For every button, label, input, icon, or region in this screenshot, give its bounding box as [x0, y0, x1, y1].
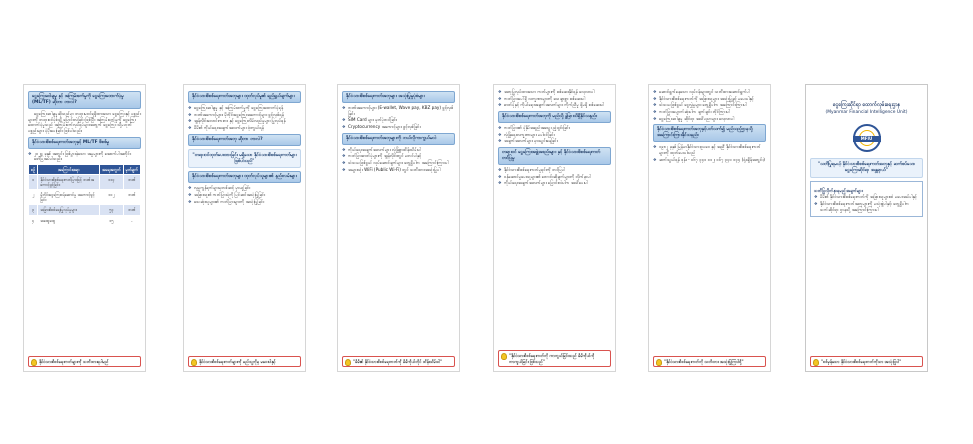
cover-bullets [814, 194, 919, 212]
cell: မိုဘိုင်းငွေကြေးဝန်ဆောင်မှု အကောင့်ဖွင့်ခြင်း [38, 190, 100, 205]
panel2-note [188, 356, 301, 367]
organization-name: ငွေကြေးဆိုင်ရာ ထောက်လှမ်းရေးဌာန [832, 102, 901, 108]
panel5-note-text: "နိုင်ငံသားစိစစ်ရေးကတ်ကို သတိထား အသုံးပြုကြပါစို့" [664, 358, 744, 364]
organization-name-english: (Myanmar Financial Intelligence Unit) [825, 109, 908, 115]
panel4-bullets-3 [498, 167, 611, 186]
panel4-heading-1: နိုင်ငံသားစိစစ်ရေးကတ်အတုကို မည်သို့ ခွဲခြားသိရှိနိုင်သနည်း [498, 111, 611, 123]
panel5-bullet: ❖ ဆောင်ရွက်နေသော လုပ်ငန်းများတွင် သတိထားဆောင်ရွက်ပါ [653, 89, 766, 95]
panel5-bullet: ❖ ဆက်သွယ်ရန် ဖုန်း - ၀၆၇ ၃၄၁ ၀၁၂၊ ၀၆၇ ၃၄၁ ၀၃၄ (ရုံးချိန်အတွင်း) [653, 157, 766, 163]
panel2-quote: "တရားဝင်ထုတ်ပေးထားခြင်း မရှိသော နိုင်ငံသားစိစစ်ရေးကတ်များ ဖြစ်ပါသည်" [188, 149, 301, 169]
panel4-bullet: ❖ ဝန်ဆောင်မှုပေးသူများ၏ တောင်းဆိုချက်များကို လိုက်နာပါ [498, 174, 611, 180]
panel-4 [493, 84, 616, 372]
cover-bullet: ❖ မိမိ၏ နိုင်ငံသားစိစစ်ရေးကတ်ကို အခြားသူများထံ မပေးအပ်ပါနှင့် [814, 194, 919, 200]
cell: ၃ [29, 205, 38, 215]
panel1-note [28, 356, 141, 367]
table-row [29, 174, 141, 189]
panel4-bullet: ❖ ဓာတ်ပုံနှင့် ကိုယ်ရေးအချက်အလက်များ ကိုက်ညီမှု ရှိမရှိ စစ်ဆေးပါ [498, 102, 611, 108]
mfiu-logo [853, 124, 881, 152]
panel3-heading-1: နိုင်ငံသားစိစစ်ရေးကတ်အတုများ အသုံးပြုမှုပုံစံများ [342, 91, 455, 103]
panel2-bullet: ❖ သေဆုံးသူများ၏ ကတ်ပြားများကို အသုံးပြုခြင်း [188, 199, 301, 205]
cell: ၂ [29, 190, 38, 205]
panel2-bullet: ❖ အခြားသူ၏ ကတ်ပြားပုံကို ပြင်ဆင်အသုံးပြုခြင်း [188, 192, 301, 198]
cell: အခြားစိစစ်ရေးပြုလုပ်မှုများ [38, 205, 100, 215]
col-header: အကြောင်းအရာ [38, 164, 100, 174]
panel2-heading-2: နိုင်ငံသားစိစစ်ရေးကတ်အတု ဆိုတာ ဘာလဲ? [188, 134, 301, 146]
lightbulb-icon [191, 359, 197, 366]
panel2-bullets-2 [188, 185, 301, 204]
cover-tips-box [810, 181, 923, 218]
panel5-bullet: ❖ နိုင်ငံသားစိစစ်ရေးကတ်ကို အခြားသူများ အသုံးပြုခွင့် မပေးပါနှင့် [653, 96, 766, 102]
panel4-bullets-1 [498, 89, 611, 108]
cases-table [28, 164, 141, 226]
cover-bullet: ❖ နိုင်ငံသားစိစစ်ရေးကတ်အတုများကို မသုံးစွဲပါနှင့်၊ တွေ့ရှိပါက သက်ဆိုင်ရာ ဌာနသို့ အကြောင်းကြားပါ [814, 201, 919, 212]
lightbulb-icon [813, 359, 819, 366]
cell: ၁၅ [100, 215, 124, 225]
panel1-note-text: နိုင်ငံသားစိစစ်ရေးကတ်များကို သတိထားရပါမည် [39, 358, 109, 364]
panel5-bullets-1 [653, 89, 766, 121]
table-row [29, 190, 141, 205]
panel2-heading-1: နိုင်ငံသားစိစစ်ရေးကတ်အတုများ ထုတ်လုပ်မှု၏ ရည်ရွယ်ချက်များ [188, 91, 301, 103]
cover-tips-heading: သတိပြုလိုက်နာရမည့်အချက်များ [814, 187, 863, 193]
cell: - [123, 215, 140, 225]
panel5-heading-1: နိုင်ငံသားစိစစ်ရေးကတ်အတုနှင့်ပတ်သက်၍ မည်သည့်ဌာနသို့ အကြောင်းကြားနိုင်သနည်း [653, 124, 766, 142]
panel4-bullet: ❖ အချက်အလက်များ မှားယွင်းနေခြင်း [498, 138, 611, 144]
panel5-bullet: ❖ ငွေကြေးခဝါချမှု ဆိုင်ရာ အသိပညာများ လေ့လာပါ [653, 116, 766, 122]
panel4-heading-2: တရားဝင် ငွေကြေးအဖွဲ့အစည်းများ နှင့် နိုင်ငံသားစိစစ်ရေးကတ် တင်ပြမှု [498, 147, 611, 165]
panel-5 [648, 84, 771, 372]
panel1-heading-2: နိုင်ငံသားစိစစ်ရေးကတ်အတုနှင့် ML/TF စိစစ်မှု [28, 137, 141, 149]
col-header: မှတ်ချက် [123, 164, 140, 174]
cell: ဘဏ် [123, 205, 140, 215]
panel1-paragraph: ငွေကြေးခဝါချမှုဆိုသည်မှာ တရားမဝင်ရရှိထားသော ငွေကြေးနှင့် ပစ္စည်းများကို တရားဝင်ပုံစံသို့ ပြောင်းလဲခြင်း ဖြစ်ပြီး အကြမ်းဖက်မှုကို ငွေကြေးထောက်ပံ့မှုသည် အကြမ်းဖက်လုပ်ရပ်များအတွက် ငွေကြေး သို့မဟုတ် ပစ္စည်းများ ပံ့ပိုးပေးခြင်း ဖြစ်ပါသည်။ [28, 110, 141, 133]
col-header: အရေအတွက် [100, 164, 124, 174]
panel4-bullet: ❖ နိုင်ငံသားစိစစ်ရေးကတ်မူရင်းကို တင်ပြပါ [498, 167, 611, 173]
panel2-heading-3: နိုင်ငံသားစိစစ်ရေးကတ်အတုများ ထုတ်လုပ်သူများ၏ နည်းလမ်းများ [188, 171, 301, 183]
cell: အထွေထွေ [38, 215, 100, 225]
panel3-bullet: ❖ အများသုံး WiFi (Public Wi-Fi) တွင် သတိထားအသုံးပြုပါ [342, 167, 455, 173]
panel-cover [805, 84, 928, 372]
cell: ဘဏ် [123, 190, 140, 205]
panel5-bullet: ❖ ၁၉၈၂ ခုနှစ် မြန်မာနိုင်ငံသားဥပဒေ နှင့် အညီ နိုင်ငံသားစိစစ်ရေးကတ်များကို ထုတ်ပေးပါသည် [653, 144, 766, 155]
panel2-bullet: ❖ မိမိ၏ ကိုယ်ရေးအချက်အလက်များ ဖုံးကွယ်ရန် [188, 125, 301, 131]
cell: ၅၃ [100, 205, 124, 215]
panel3-bullets-1 [342, 105, 455, 130]
cell: ဘဏ် [123, 174, 140, 189]
table-row [29, 215, 141, 225]
panel3-bullet: ❖ Cryptocurrency အကောင့်များ ဖွင့်လှစ်ခြင်း [342, 124, 455, 130]
cell: ၄ [29, 215, 38, 225]
col-header: စဉ် [29, 164, 38, 174]
panel4-bullet: ❖ ကတ်ပြား၏ ပုံနှိပ်အရည်အသွေး ညံ့ဖျင်းခြင်း [498, 125, 611, 131]
cases-table-header [29, 164, 141, 174]
panel4-bullet: ❖ လုံခြုံရေးလက္ခဏာများ မပါဝင်ခြင်း [498, 132, 611, 138]
panel4-bullet: ❖ ကိုယ်ရေးအချက်အလက်များ ပြောင်းလဲပါက အသိပေးပါ [498, 180, 611, 186]
panel3-bullet: ❖ ကိုယ်ရေးအချက်အလက်များ လုံခြုံစွာထိန်းသိမ်းပါ [342, 147, 455, 153]
panel2-bullet: ❖ အွန်လိုင်းလောင်းကစား နှင့် ငွေကြေးလိမ်လည်မှုများ ပြုလုပ်ရန် [188, 118, 301, 124]
panel5-bullet: ❖ သံသယဖြစ်ဖွယ် ငွေလွှဲမှုများ တွေ့ရှိပါက အကြောင်းကြားပါ [653, 102, 766, 108]
cover-note-text: "စစ်မှန်သော နိုင်ငံသားစိစစ်ရေးကတ်ကိုသာ အသုံးပြုပါ" [821, 358, 902, 364]
panel2-bullets-1 [188, 105, 301, 131]
cell: ၁၀၂ [100, 190, 124, 205]
panel-1 [23, 84, 146, 372]
panel2-note-text: နိုင်ငံသားစိစစ်ရေးကတ်များကို မည်သူ့ကိုမှ မပေးပါနှင့် [199, 358, 276, 364]
panel-3 [337, 84, 460, 372]
panel3-heading-2: နိုင်ငံသားစိစစ်ရေးကတ်အတုများကို ဘယ်လိုကာကွယ်မလဲ [342, 133, 455, 145]
panel5-note [653, 356, 766, 367]
cell: ၁ [29, 174, 38, 189]
panel4-note-text: "နိုင်ငံသားစိစစ်ရေးကတ်ကို ကာကွယ်ခြင်းသည် မိမိကိုယ်ကို ကာကွယ်ခြင်း ဖြစ်သည်" [509, 353, 595, 364]
panel3-note-text: "မိမိ၏ နိုင်ငံသားစိစစ်ရေးကတ်ကို မိမိကိုယ်တိုင် ထိန်းသိမ်းပါ" [353, 358, 443, 364]
cell: နိုင်ငံသားစိစစ်ရေးကတ်ပြားဖြင့် ဘဏ်အကောင့်ဖွင့်ခြင်း [38, 174, 100, 189]
panel3-note [342, 356, 455, 367]
panel4-bullet: ❖ အတုပြုလုပ်ထားသော ကတ်များကို စစ်ဆေးနိုင်ရန် လေ့လာပါ [498, 89, 611, 95]
panel1-bullet-1: ❖ ၂၀၂၄ ခုနှစ် အတွင်း ဖြစ်ပွားခဲ့သော အမှုများကို အောက်ပါအတိုင်း ဖော်ပြအပ်ပါသည်။ [28, 151, 141, 162]
lightbulb-icon [345, 359, 351, 366]
panel3-bullet: ❖ SIM Card များ မှတ်ပုံတင်ခြင်း [342, 117, 455, 123]
panel4-bullets-2 [498, 125, 611, 144]
cover-note [810, 356, 923, 367]
panel4-note [498, 350, 611, 367]
panel-2 [183, 84, 306, 372]
panel4-bullet: ❖ ကတ်ပြားပေါ်ရှိ လက္ခဏာများကို သေချာစွာ စစ်ဆေးပါ [498, 96, 611, 102]
cell: ၁၁၄ [100, 174, 124, 189]
panel3-bullet: ❖ ဘဏ်အကောင့်များ (E-wallet, Wave pay, KBZ pay) ဖွင့်လှစ်ခြင်း [342, 105, 455, 116]
panel3-bullet: ❖ သံသယဖြစ်ဖွယ် လုပ်ဆောင်ချက်များ တွေ့ရှိပါက အကြောင်းကြားပါ [342, 160, 455, 166]
panel5-bullet: ❖ ကတ်ပြားပျောက်ဆုံးပါက ချက်ချင်း တိုင်ကြားပါ [653, 109, 766, 115]
lightbulb-icon [656, 359, 662, 366]
panel3-bullet: ❖ ကတ်ပြားဓာတ်ပုံများကို အွန်လိုင်းတွင် မတင်ပါနှင့် [342, 153, 455, 159]
panel2-bullet: ❖ ငွေကြေးခဝါချမှု နှင့် အကြမ်းဖက်မှုကို ငွေကြေးထောက်ပံ့ရန် [188, 105, 301, 111]
panel5-bullets-2 [653, 144, 766, 162]
logo-text: MFIU [853, 136, 881, 142]
lightbulb-icon [31, 359, 37, 366]
panel1-heading-1: ငွေကြေးခဝါချမှု နှင့် အကြမ်းဖက်မှုကို ငွေကြေးထောက်ပံ့မှု (ML/TF) ဆိုတာ ဘာလဲ? [28, 91, 141, 109]
lightbulb-icon [501, 353, 507, 360]
panel2-bullet: ❖ လူမှုကွန်ရက်များမှတစ်ဆင့် မှာယူခြင်း [188, 185, 301, 191]
table-row [29, 205, 141, 215]
panel2-bullet: ❖ ဘဏ်အကောင့်များ၊ မိုဘိုင်းငွေကြေးအကောင့်များ ဖွင့်လှစ်ရန် [188, 112, 301, 118]
panel3-bullets-2 [342, 147, 455, 173]
panel1-bullets [28, 151, 141, 162]
cover-title: "သတိပြုရမယ့် နိုင်ငံသားစိစစ်ရေးကတ်အတုနှင့် ဆက်စပ်သော ငွေကြေးဆိုင်ရာ အန္တရာယ်" [810, 158, 923, 178]
